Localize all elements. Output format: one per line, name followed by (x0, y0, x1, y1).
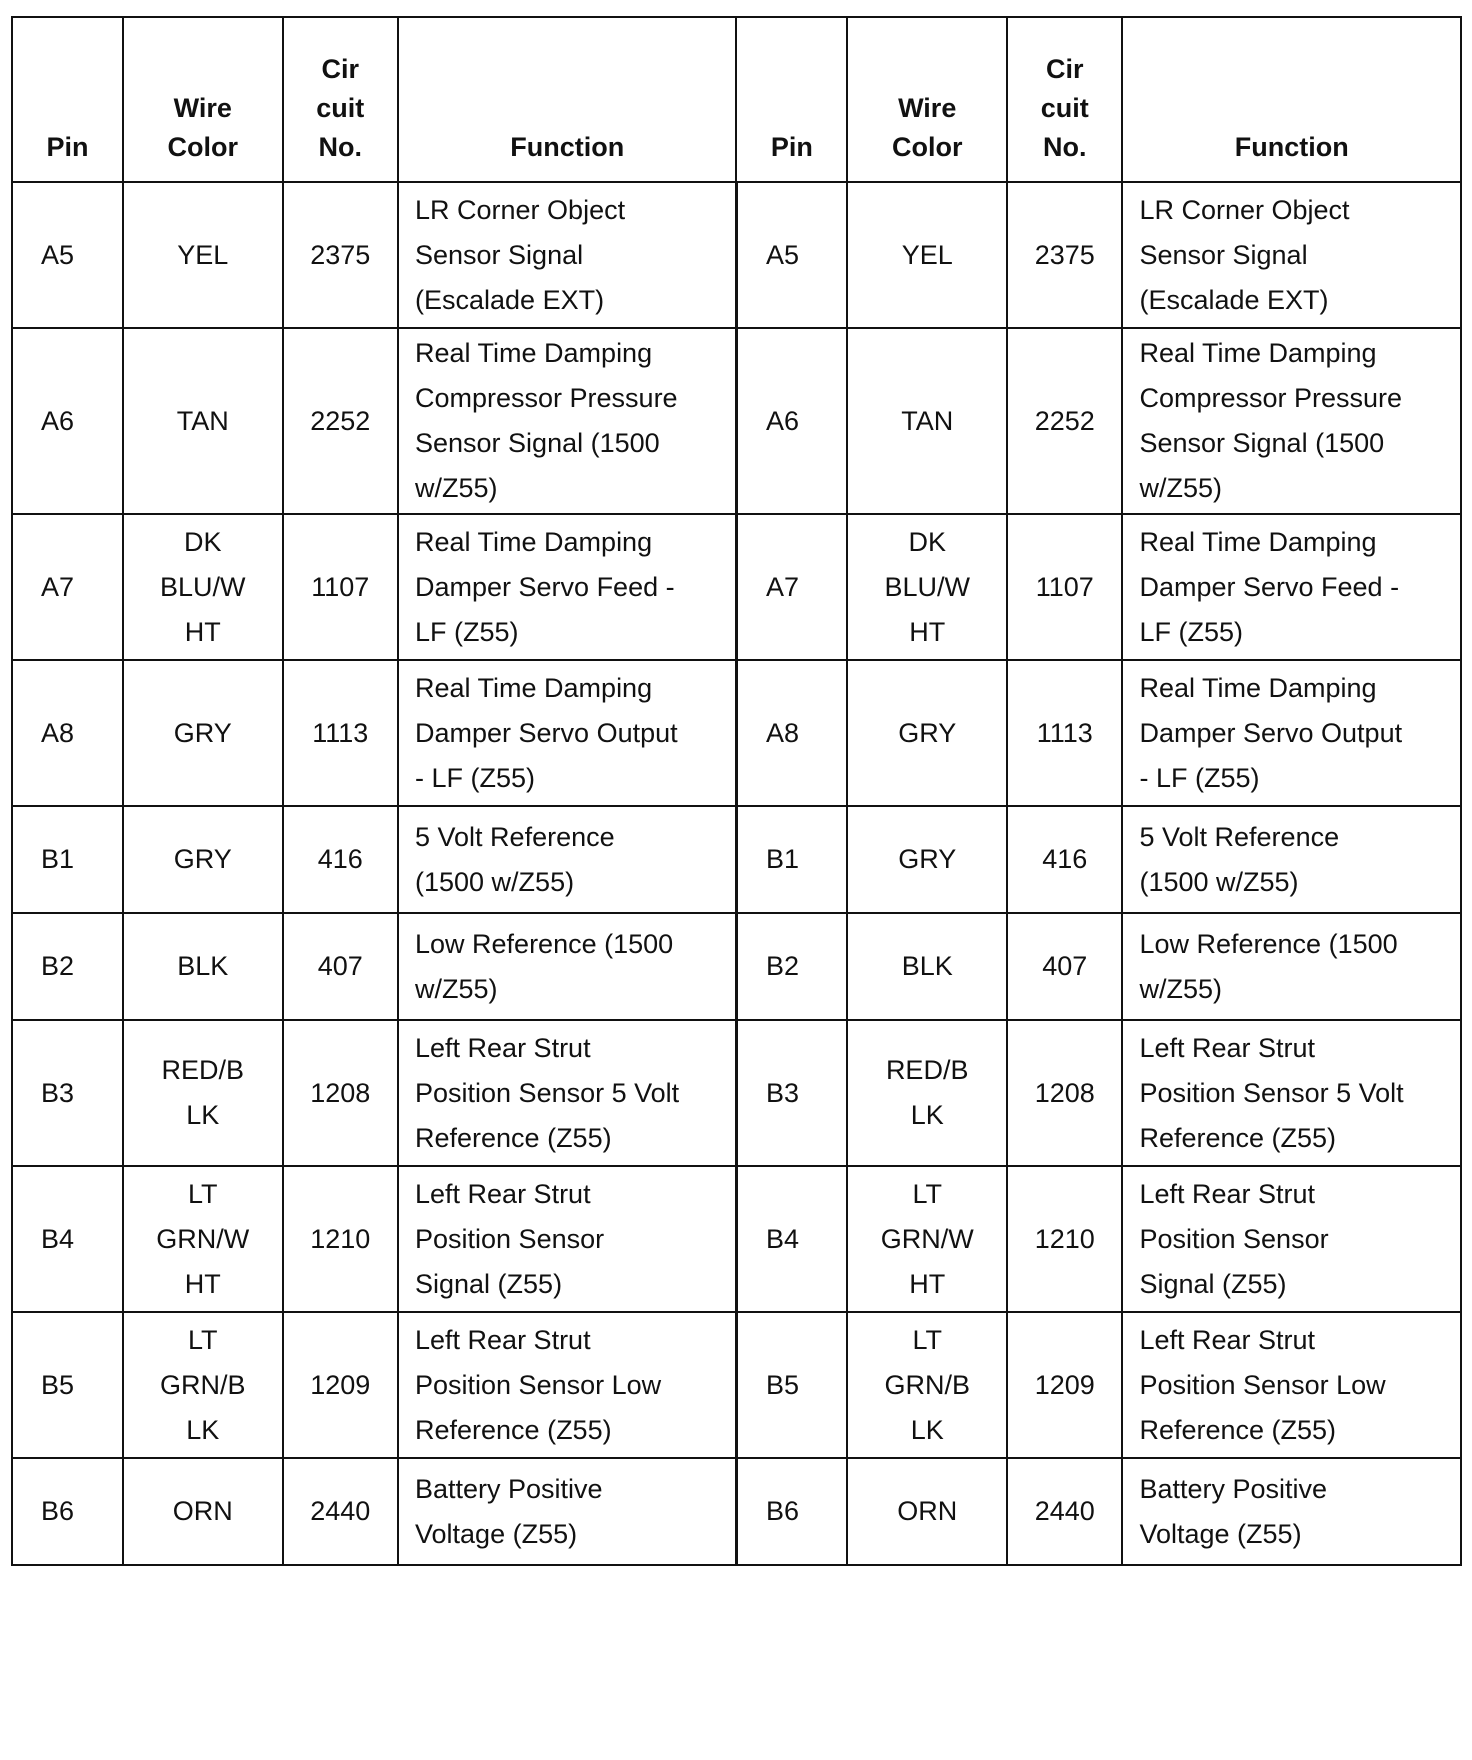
function-cell: Low Reference (1500 w/Z55) (398, 913, 736, 1020)
function-cell: Real Time Damping Damper Servo Output - LF (Z55) (398, 660, 736, 806)
wire-color-cell: GRY (847, 806, 1007, 913)
pin-cell: A8 (12, 660, 123, 806)
wire-color-cell: TAN (123, 328, 283, 514)
pin-cell: B4 (736, 1166, 847, 1312)
pin-cell: B6 (736, 1458, 847, 1565)
header-wire-color: Wire Color (123, 17, 283, 182)
pin-cell: B6 (12, 1458, 123, 1565)
header-function: Function (1122, 17, 1461, 182)
function-cell: Left Rear Strut Position Sensor Signal (Z55) (1122, 1166, 1461, 1312)
wire-color-cell: LT GRN/B LK (847, 1312, 1007, 1458)
wire-color-cell: YEL (123, 182, 283, 328)
wire-color-cell: RED/B LK (847, 1020, 1007, 1166)
table-row (12, 1020, 1461, 1166)
header-circuit-no: Cir cuit No. (283, 17, 398, 182)
function-cell: Left Rear Strut Position Sensor 5 Volt Reference (Z55) (398, 1020, 736, 1166)
pin-cell: B4 (12, 1166, 123, 1312)
circuit-number-cell: 1210 (283, 1166, 398, 1312)
header-pin: Pin (12, 17, 123, 182)
table-row (12, 1166, 1461, 1312)
wire-color-cell: BLK (123, 913, 283, 1020)
circuit-number-cell: 2440 (283, 1458, 398, 1565)
function-cell: Left Rear Strut Position Sensor Low Reference (Z55) (1122, 1312, 1461, 1458)
circuit-number-cell: 1210 (1007, 1166, 1122, 1312)
circuit-number-cell: 407 (283, 913, 398, 1020)
pin-cell: B3 (12, 1020, 123, 1166)
function-cell: Real Time Damping Compressor Pressure Sensor Signal (1500 w/Z55) (398, 328, 736, 514)
circuit-number-cell: 2252 (1007, 328, 1122, 514)
pin-cell: A7 (12, 514, 123, 660)
wire-color-cell: ORN (123, 1458, 283, 1565)
header-pin: Pin (736, 17, 847, 182)
pin-cell: B5 (12, 1312, 123, 1458)
function-cell: Battery Positive Voltage (Z55) (398, 1458, 736, 1565)
function-cell: Low Reference (1500 w/Z55) (1122, 913, 1461, 1020)
pin-cell: B3 (736, 1020, 847, 1166)
circuit-number-cell: 1107 (1007, 514, 1122, 660)
header-function: Function (398, 17, 736, 182)
function-cell: Real Time Damping Compressor Pressure Sensor Signal (1500 w/Z55) (1122, 328, 1461, 514)
wire-color-cell: LT GRN/B LK (123, 1312, 283, 1458)
circuit-number-cell: 1107 (283, 514, 398, 660)
wire-color-cell: ORN (847, 1458, 1007, 1565)
function-cell: Left Rear Strut Position Sensor 5 Volt Reference (Z55) (1122, 1020, 1461, 1166)
pin-cell: B5 (736, 1312, 847, 1458)
header-row (12, 17, 1461, 182)
table-row (12, 1312, 1461, 1458)
table-row (12, 182, 1461, 328)
pin-cell: A7 (736, 514, 847, 660)
circuit-number-cell: 1113 (1007, 660, 1122, 806)
circuit-number-cell: 2375 (1007, 182, 1122, 328)
function-cell: Battery Positive Voltage (Z55) (1122, 1458, 1461, 1565)
wire-color-cell: GRY (123, 806, 283, 913)
circuit-number-cell: 2375 (283, 182, 398, 328)
function-cell: Left Rear Strut Position Sensor Low Reference (Z55) (398, 1312, 736, 1458)
wire-color-cell: BLK (847, 913, 1007, 1020)
header-circuit-no: Cir cuit No. (1007, 17, 1122, 182)
pin-cell: B1 (12, 806, 123, 913)
table-row (12, 514, 1461, 660)
table-row (12, 806, 1461, 913)
function-cell: Left Rear Strut Position Sensor Signal (Z55) (398, 1166, 736, 1312)
circuit-number-cell: 1208 (1007, 1020, 1122, 1166)
function-cell: LR Corner Object Sensor Signal (Escalade EXT) (1122, 182, 1461, 328)
pin-cell: B2 (736, 913, 847, 1020)
table-row (12, 660, 1461, 806)
circuit-number-cell: 416 (283, 806, 398, 913)
pin-cell: B1 (736, 806, 847, 913)
pin-cell: A6 (12, 328, 123, 514)
table-row (12, 328, 1461, 514)
table-row (12, 913, 1461, 1020)
wire-color-cell: GRY (123, 660, 283, 806)
table-row (12, 1458, 1461, 1565)
circuit-number-cell: 2440 (1007, 1458, 1122, 1565)
wire-color-cell: DK BLU/W HT (847, 514, 1007, 660)
pinout-table (11, 16, 1462, 1566)
wire-color-cell: TAN (847, 328, 1007, 514)
circuit-number-cell: 1209 (1007, 1312, 1122, 1458)
pin-cell: A5 (12, 182, 123, 328)
function-cell: Real Time Damping Damper Servo Feed - LF (Z55) (398, 514, 736, 660)
pin-cell: B2 (12, 913, 123, 1020)
circuit-number-cell: 1113 (283, 660, 398, 806)
wire-color-cell: DK BLU/W HT (123, 514, 283, 660)
table-body (12, 182, 1461, 1565)
circuit-number-cell: 407 (1007, 913, 1122, 1020)
function-cell: Real Time Damping Damper Servo Output - LF (Z55) (1122, 660, 1461, 806)
function-cell: LR Corner Object Sensor Signal (Escalade EXT) (398, 182, 736, 328)
wire-color-cell: LT GRN/W HT (123, 1166, 283, 1312)
pin-cell: A8 (736, 660, 847, 806)
function-cell: 5 Volt Reference (1500 w/Z55) (1122, 806, 1461, 913)
circuit-number-cell: 1208 (283, 1020, 398, 1166)
wire-color-cell: RED/B LK (123, 1020, 283, 1166)
wire-color-cell: GRY (847, 660, 1007, 806)
pin-cell: A6 (736, 328, 847, 514)
circuit-number-cell: 2252 (283, 328, 398, 514)
function-cell: 5 Volt Reference (1500 w/Z55) (398, 806, 736, 913)
function-cell: Real Time Damping Damper Servo Feed - LF (Z55) (1122, 514, 1461, 660)
pin-cell: A5 (736, 182, 847, 328)
circuit-number-cell: 1209 (283, 1312, 398, 1458)
circuit-number-cell: 416 (1007, 806, 1122, 913)
wire-color-cell: LT GRN/W HT (847, 1166, 1007, 1312)
header-wire-color: Wire Color (847, 17, 1007, 182)
wire-color-cell: YEL (847, 182, 1007, 328)
